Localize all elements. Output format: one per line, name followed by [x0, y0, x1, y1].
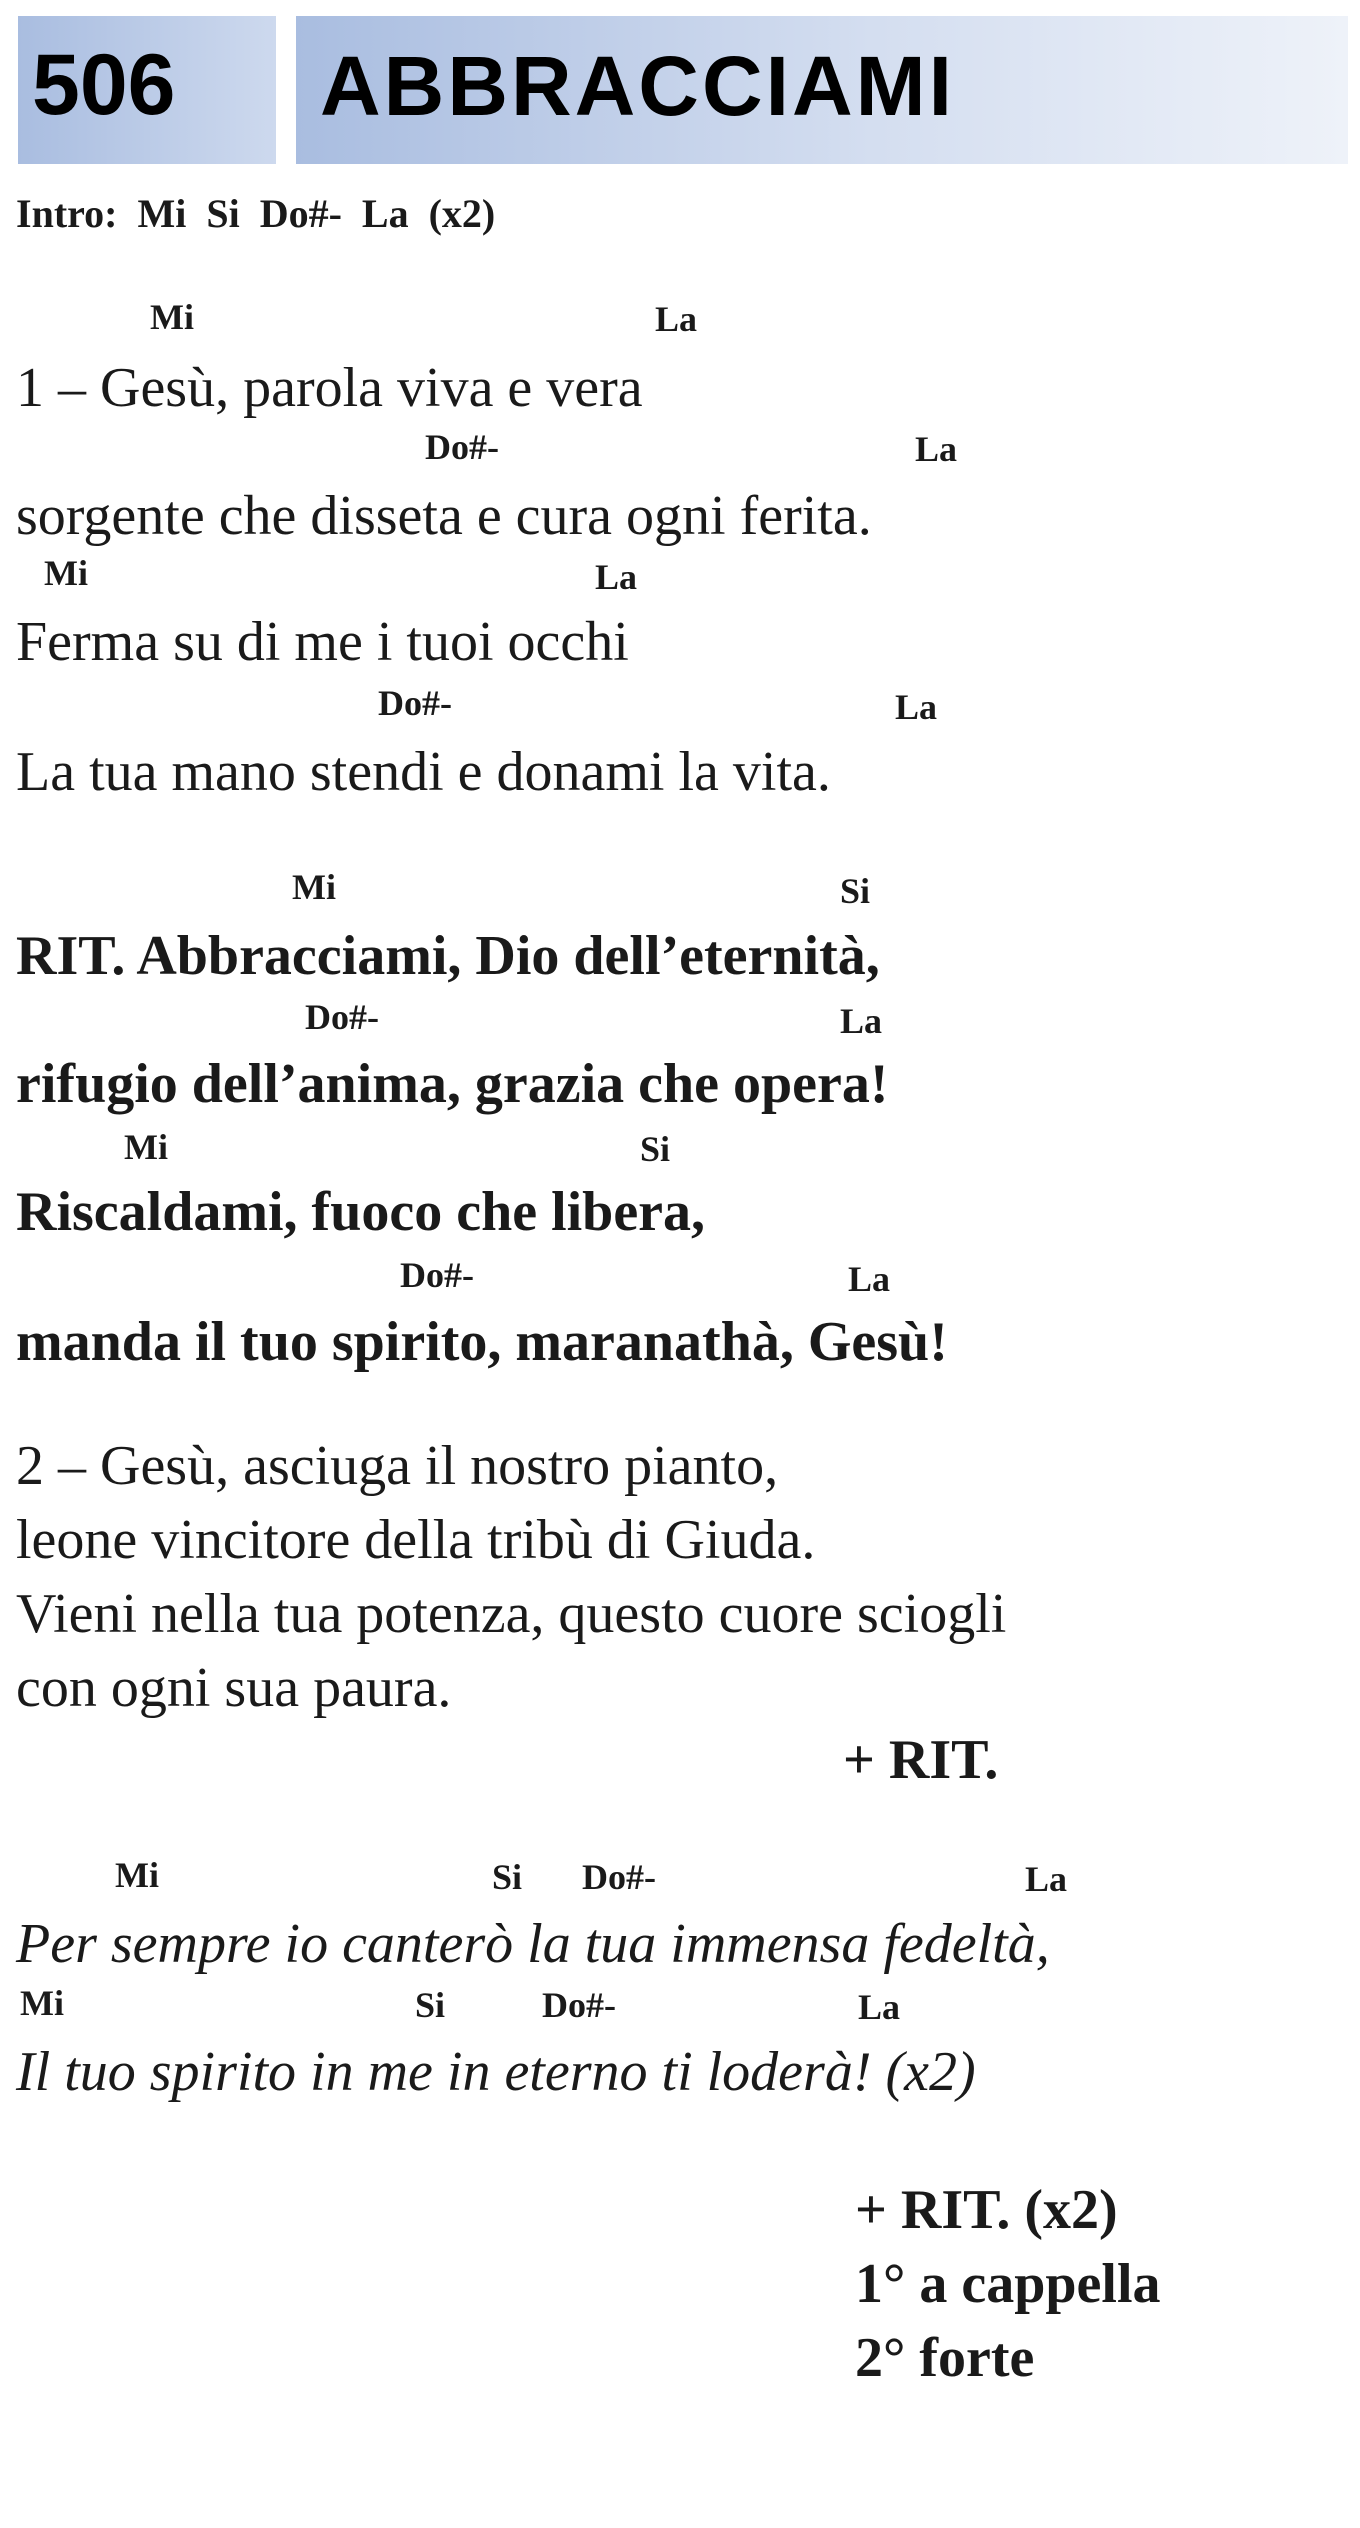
verse1-line: Ferma su di me i tuoi occhi — [16, 611, 629, 673]
ending-line: 1° a cappella — [855, 2253, 1161, 2315]
chord: Si — [840, 871, 871, 911]
chord: Mi — [124, 1127, 168, 1167]
song-title-box — [296, 16, 1348, 164]
verse1-line: 1 – Gesù, parola viva e vera — [16, 357, 643, 419]
chord: Mi — [150, 297, 194, 337]
song-header — [18, 16, 1348, 164]
chord: Do#- — [425, 427, 499, 467]
verse2-line: leone vincitore della tribù di Giuda. — [16, 1509, 816, 1571]
chorus-line: RIT. Abbracciami, Dio dell’eternità, — [16, 925, 880, 987]
chord: Do#- — [542, 1985, 616, 2025]
song-title: ABBRACCIAMI — [320, 39, 955, 133]
bridge-line: Il tuo spirito in me in eterno ti loderà! (x2) — [16, 2041, 976, 2103]
chord: Mi — [44, 553, 88, 593]
chorus-line: rifugio dell’anima, grazia che opera! — [16, 1053, 889, 1115]
chord: Do#- — [582, 1857, 656, 1897]
chord: La — [848, 1259, 891, 1299]
chorus-line: manda il tuo spirito, maranathà, Gesù! — [16, 1311, 948, 1373]
chord: La — [655, 299, 698, 339]
chord: Si — [415, 1985, 446, 2025]
verse2-line: 2 – Gesù, asciuga il nostro pianto, — [16, 1435, 779, 1497]
chord: Do#- — [305, 997, 379, 1037]
chord: La — [895, 687, 938, 727]
song-number-box — [18, 16, 276, 164]
chord: Do#- — [400, 1255, 474, 1295]
chord: La — [858, 1987, 901, 2027]
verse1-line: La tua mano stendi e donami la vita. — [16, 741, 831, 803]
chord: Mi — [115, 1855, 159, 1895]
ending-line: 2° forte — [855, 2327, 1035, 2389]
chord: Do#- — [378, 683, 452, 723]
chorus-line: Riscaldami, fuoco che libera, — [16, 1181, 706, 1243]
chord: Si — [492, 1857, 523, 1897]
bridge-line: Per sempre io canterò la tua immensa fedeltà, — [16, 1913, 1050, 1975]
verse2-line: Vieni nella tua potenza, questo cuore sciogli — [16, 1583, 1007, 1645]
ending-line: + RIT. (x2) — [855, 2179, 1118, 2241]
chord: La — [915, 429, 958, 469]
chord: La — [1025, 1859, 1068, 1899]
chord: La — [840, 1001, 883, 1041]
verse2-line: con ogni sua paura. — [16, 1657, 452, 1719]
chord: Mi — [292, 867, 336, 907]
song-number: 506 — [32, 37, 176, 133]
rit-marker: + RIT. — [843, 1729, 999, 1791]
chord: Mi — [20, 1983, 64, 2023]
chord: La — [595, 557, 638, 597]
verse1-line: sorgente che disseta e cura ogni ferita. — [16, 485, 872, 547]
intro-line: Intro: Mi Si Do#- La (x2) — [16, 191, 496, 236]
chord: Si — [640, 1129, 671, 1169]
